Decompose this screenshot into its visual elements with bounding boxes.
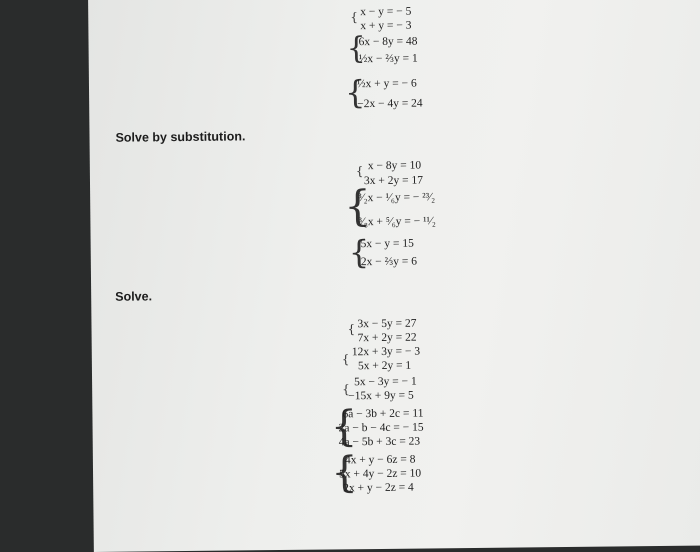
equation: ½x + y = − 6 <box>356 77 417 91</box>
system-2 <box>346 31 466 69</box>
system-8 <box>342 346 462 373</box>
equation: 12x + 3y = − 3 <box>351 345 421 359</box>
equation: 2x + y − 2z = 4 <box>343 481 414 495</box>
equation: 4x + y − 6z = 8 <box>344 453 416 467</box>
system-brace: { <box>344 73 366 112</box>
equation: 6a − 3b + 2c = 11 <box>342 407 424 421</box>
equation: 2a − b − 4c = − 15 <box>338 421 424 435</box>
equation: 2x − ⅔y = 6 <box>360 255 418 269</box>
equation: 3x + 2y = 17 <box>363 174 424 188</box>
system-brace: { <box>346 31 366 67</box>
equation: 6x − 8y = 48 <box>358 35 418 49</box>
equation: x + y = − 3 <box>360 19 412 33</box>
system-brace: { <box>350 10 358 25</box>
system-brace: { <box>342 382 350 397</box>
system-1 <box>350 6 470 33</box>
system-brace: { <box>330 447 359 497</box>
system-9 <box>342 376 462 403</box>
worksheet-page <box>88 0 700 552</box>
equation: x − 8y = 10 <box>367 159 422 173</box>
system-brace: { <box>355 164 364 179</box>
system-6 <box>348 233 469 273</box>
system-brace: { <box>347 322 356 337</box>
equation: ½x − ⅔y = 1 <box>358 52 418 66</box>
equation: 5x − 3y = − 1 <box>354 375 417 389</box>
system-11 <box>330 447 471 499</box>
system-brace: { <box>341 352 350 367</box>
system-7 <box>347 318 467 345</box>
equation: 5x + 4y − 2z = 10 <box>339 467 422 481</box>
heading-substitution: Solve by substitution. <box>115 129 246 145</box>
equation: ³⁄₂x − ¹⁄₆y = − ²³⁄₂ <box>358 191 436 205</box>
equation: ³⁄₈x + ⁵⁄₆y = − ¹¹⁄₂ <box>358 215 436 229</box>
equation: x − y = − 5 <box>360 5 412 19</box>
equation: 3x − 5y = 27 <box>357 317 417 331</box>
system-4 <box>356 160 486 187</box>
system-3 <box>344 73 465 113</box>
equation: 5x − y = 15 <box>360 237 414 251</box>
heading-solve: Solve. <box>115 289 153 304</box>
system-brace: { <box>348 233 370 272</box>
equation: 5x + 2y = 1 <box>357 359 412 373</box>
system-brace: { <box>343 181 372 231</box>
equation: −2x − 4y = 24 <box>357 97 423 111</box>
equation: −15x + 9y = 5 <box>348 389 414 403</box>
equation: 4a − 5b + 3c = 23 <box>338 435 421 449</box>
system-brace: { <box>330 401 358 451</box>
equation: 7x + 2y = 22 <box>357 331 417 345</box>
